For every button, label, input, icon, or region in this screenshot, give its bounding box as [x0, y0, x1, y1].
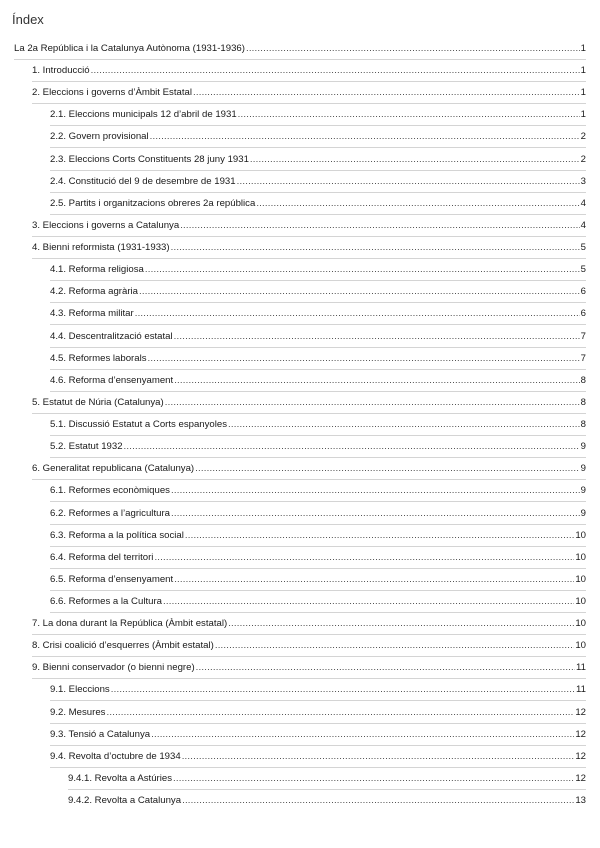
row-divider	[14, 59, 586, 60]
dot-leader	[256, 197, 579, 211]
toc-page-number: 11	[576, 684, 586, 696]
toc-page-number: 12	[575, 706, 586, 718]
toc-entry[interactable]	[50, 573, 586, 587]
row-divider	[50, 745, 586, 746]
dot-leader	[171, 484, 580, 498]
dot-leader	[250, 153, 580, 167]
toc-entry[interactable]	[32, 462, 586, 476]
toc-entry-label: 8. Crisi coalició d’esquerres (Àmbit estatal)	[32, 640, 214, 652]
toc-entry[interactable]	[32, 661, 586, 675]
toc-entry[interactable]	[32, 241, 586, 255]
toc-entry-label: 6.1. Reformes econòmiques	[50, 485, 170, 497]
toc-entry-label: 9.2. Mesures	[50, 706, 106, 718]
toc-entry[interactable]	[50, 418, 586, 432]
toc-page-number: 9	[580, 463, 586, 475]
toc-page-number: 1	[580, 87, 586, 99]
row-divider	[50, 568, 586, 569]
toc-entry[interactable]	[50, 352, 586, 366]
toc-entry[interactable]	[50, 683, 586, 697]
dot-leader	[145, 263, 580, 277]
toc-page-number: 12	[575, 750, 586, 762]
toc-entry-label: 5.2. Estatut 1932	[50, 441, 123, 453]
row-divider	[50, 302, 586, 303]
toc-entry[interactable]	[32, 219, 586, 233]
toc-entry-label: 4.5. Reformes laborals	[50, 352, 147, 364]
toc-entry-label: 2.3. Eleccions Corts Constituents 28 juny 1931	[50, 153, 249, 165]
dot-leader	[246, 42, 580, 56]
toc-page-number: 2	[580, 153, 586, 165]
toc-entry-label: 6.2. Reformes a l’agricultura	[50, 507, 170, 519]
toc-page-number: 10	[575, 596, 586, 607]
dot-leader	[238, 108, 580, 122]
dot-leader	[215, 639, 575, 653]
toc-entry[interactable]	[32, 639, 586, 653]
toc-entry[interactable]	[50, 307, 586, 321]
row-divider	[32, 634, 586, 635]
toc-page-number: 10	[575, 529, 586, 541]
toc-page-number: 12	[575, 772, 586, 784]
dot-leader	[237, 175, 580, 189]
row-divider	[50, 280, 586, 281]
toc-entry[interactable]	[50, 750, 586, 764]
toc-entry-label: 2.1. Eleccions municipals 12 d’abril de 1931	[50, 109, 237, 121]
row-divider	[32, 258, 586, 259]
toc-entry[interactable]	[50, 108, 586, 122]
toc-page-number: 13	[575, 795, 586, 807]
toc-entry[interactable]	[50, 330, 586, 344]
toc-entry-label: 4. Bienni reformista (1931-1933)	[32, 242, 170, 254]
toc-entry[interactable]	[50, 175, 586, 189]
dot-leader	[139, 285, 580, 299]
toc-page-number: 1	[580, 43, 586, 54]
toc-entry-label: 5. Estatut de Núria (Catalunya)	[32, 396, 164, 408]
row-divider	[50, 170, 586, 171]
toc-entry[interactable]	[32, 396, 586, 410]
toc-entry-label: 4.4. Descentralització estatal	[50, 330, 173, 342]
toc-entry[interactable]	[50, 153, 586, 167]
row-divider	[50, 524, 586, 525]
dot-leader	[228, 617, 574, 631]
toc-page-number: 9	[580, 507, 586, 519]
dot-leader	[182, 750, 575, 764]
toc-entry[interactable]	[32, 617, 586, 631]
row-divider	[50, 501, 586, 502]
dot-leader	[195, 462, 580, 476]
toc-entry-label: 3. Eleccions i governs a Catalunya	[32, 219, 180, 231]
index-title: Índex	[12, 12, 44, 27]
toc-page-number: 10	[575, 573, 586, 585]
row-divider	[32, 413, 586, 414]
toc-entry[interactable]	[50, 197, 586, 211]
row-divider	[50, 612, 586, 613]
toc-entry[interactable]	[50, 440, 586, 454]
toc-page-number: 8	[580, 374, 586, 386]
dot-leader	[174, 330, 580, 344]
toc-entry-label: 1. Introducció	[32, 65, 90, 77]
dot-leader	[180, 219, 579, 233]
toc-page-number: 7	[580, 352, 586, 364]
toc-entry-label: 6.3. Reforma a la política social	[50, 529, 184, 541]
toc-entry-label: 4.3. Reforma militar	[50, 308, 134, 320]
toc-entry-label: 9.4. Revolta d’octubre de 1934	[50, 750, 181, 762]
toc-entry-label: La 2a República i la Catalunya Autònoma (1931-1936)	[14, 43, 245, 54]
dot-leader	[150, 130, 580, 144]
dot-leader	[135, 307, 580, 321]
toc-entry[interactable]	[50, 507, 586, 521]
dot-leader	[154, 551, 574, 565]
toc-page-number: 10	[575, 551, 586, 563]
toc-page-number: 1	[580, 109, 586, 121]
toc-entry-label: 2. Eleccions i governs d’Àmbit Estatal	[32, 87, 192, 99]
toc-page-number: 8	[580, 396, 586, 408]
dot-leader	[193, 86, 580, 100]
toc-entry-label: 9.4.2. Revolta a Catalunya	[68, 795, 182, 807]
dot-leader	[151, 728, 574, 742]
row-divider	[32, 81, 586, 82]
toc-page-number: 4	[580, 197, 586, 209]
toc-entry-label: 9. Bienni conservador (o bienni negre)	[32, 662, 195, 674]
toc-entry-label: 2.4. Constitució del 9 de desembre de 1931	[50, 175, 236, 187]
dot-leader	[185, 529, 574, 543]
row-divider	[50, 767, 586, 768]
toc-entry[interactable]	[50, 728, 586, 742]
dot-leader	[111, 683, 575, 697]
toc-entry-label: 4.1. Reforma religiosa	[50, 264, 144, 276]
toc-page-number: 7	[580, 330, 586, 342]
row-divider	[50, 546, 586, 547]
dot-leader	[228, 418, 580, 432]
toc-entry[interactable]	[50, 484, 586, 498]
dot-leader	[182, 794, 574, 808]
toc-page-number: 2	[580, 131, 586, 143]
dot-leader	[148, 352, 580, 366]
toc-page-number: 3	[580, 175, 586, 187]
dot-leader	[174, 374, 579, 388]
dot-leader	[91, 64, 580, 78]
row-divider	[32, 656, 586, 657]
row-divider	[32, 479, 586, 480]
toc-entry-label: 2.2. Govern provisional	[50, 131, 149, 143]
toc-entry[interactable]	[50, 595, 586, 609]
row-divider	[50, 192, 586, 193]
toc-page-number: 4	[580, 219, 586, 231]
row-divider	[50, 590, 586, 591]
toc-entry[interactable]	[50, 551, 586, 565]
dot-leader	[174, 573, 574, 587]
toc-entry[interactable]	[50, 263, 586, 277]
row-divider	[50, 214, 586, 215]
toc-entry-label: 4.6. Reforma d’ensenyament	[50, 374, 174, 386]
dot-leader	[163, 595, 574, 609]
toc-entry[interactable]	[50, 285, 586, 299]
toc-entry[interactable]	[50, 130, 586, 144]
toc-entry[interactable]	[68, 772, 586, 786]
toc-page-number: 6	[580, 308, 586, 320]
dot-leader	[124, 440, 580, 454]
toc-entry[interactable]	[32, 64, 586, 78]
toc-entry-label: 9.4.1. Revolta a Astúries	[68, 772, 172, 784]
toc-page-number: 9	[580, 485, 586, 497]
row-divider	[50, 457, 586, 458]
row-divider	[50, 435, 586, 436]
toc-entry[interactable]	[50, 529, 586, 543]
toc-entry[interactable]	[50, 374, 586, 388]
dot-leader	[196, 661, 575, 675]
toc-page-number: 11	[576, 662, 586, 674]
toc-entry[interactable]	[32, 86, 586, 100]
row-divider	[50, 147, 586, 148]
toc-entry-label: 9.1. Eleccions	[50, 684, 110, 696]
toc-entry-label: 2.5. Partits i organitzacions obreres 2a república	[50, 197, 256, 209]
toc-entry-label: 7. La dona durant la República (Àmbit estatal)	[32, 618, 228, 630]
row-divider	[68, 789, 586, 790]
toc-entry-label: 6.5. Reforma d’ensenyament	[50, 573, 174, 585]
dot-leader	[165, 396, 580, 410]
row-divider	[32, 678, 586, 679]
dot-leader	[171, 241, 580, 255]
row-divider	[32, 103, 586, 104]
row-divider	[50, 391, 586, 392]
toc-entry-label: 5.1. Discussió Estatut a Corts espanyoles	[50, 419, 228, 431]
toc-page-number: 8	[580, 419, 586, 431]
toc-page-number: 5	[580, 242, 586, 254]
toc-entry-label: 6.6. Reformes a la Cultura	[50, 596, 162, 607]
dot-leader	[171, 507, 580, 521]
toc-entry[interactable]	[68, 794, 586, 808]
row-divider	[50, 324, 586, 325]
toc-page-number: 9	[580, 441, 586, 453]
row-divider	[50, 347, 586, 348]
toc-page-number: 1	[580, 65, 586, 77]
row-divider	[50, 369, 586, 370]
row-divider	[50, 700, 586, 701]
dot-leader	[173, 772, 574, 786]
row-divider	[50, 125, 586, 126]
toc-entry-label: 6.4. Reforma del territori	[50, 551, 154, 563]
toc-page-number: 5	[580, 264, 586, 276]
toc-page-number: 10	[575, 618, 586, 630]
row-divider	[32, 236, 586, 237]
dot-leader	[106, 706, 574, 720]
toc-page-number: 12	[575, 728, 586, 740]
toc-entry[interactable]	[50, 706, 586, 720]
toc-entry[interactable]	[14, 42, 586, 56]
toc-entry-label: 9.3. Tensió a Catalunya	[50, 728, 151, 740]
toc-page-number: 10	[575, 640, 586, 652]
row-divider	[50, 723, 586, 724]
toc-entry-label: 6. Generalitat republicana (Catalunya)	[32, 463, 195, 475]
toc-page-number: 6	[580, 286, 586, 298]
toc-entry-label: 4.2. Reforma agrària	[50, 286, 138, 298]
